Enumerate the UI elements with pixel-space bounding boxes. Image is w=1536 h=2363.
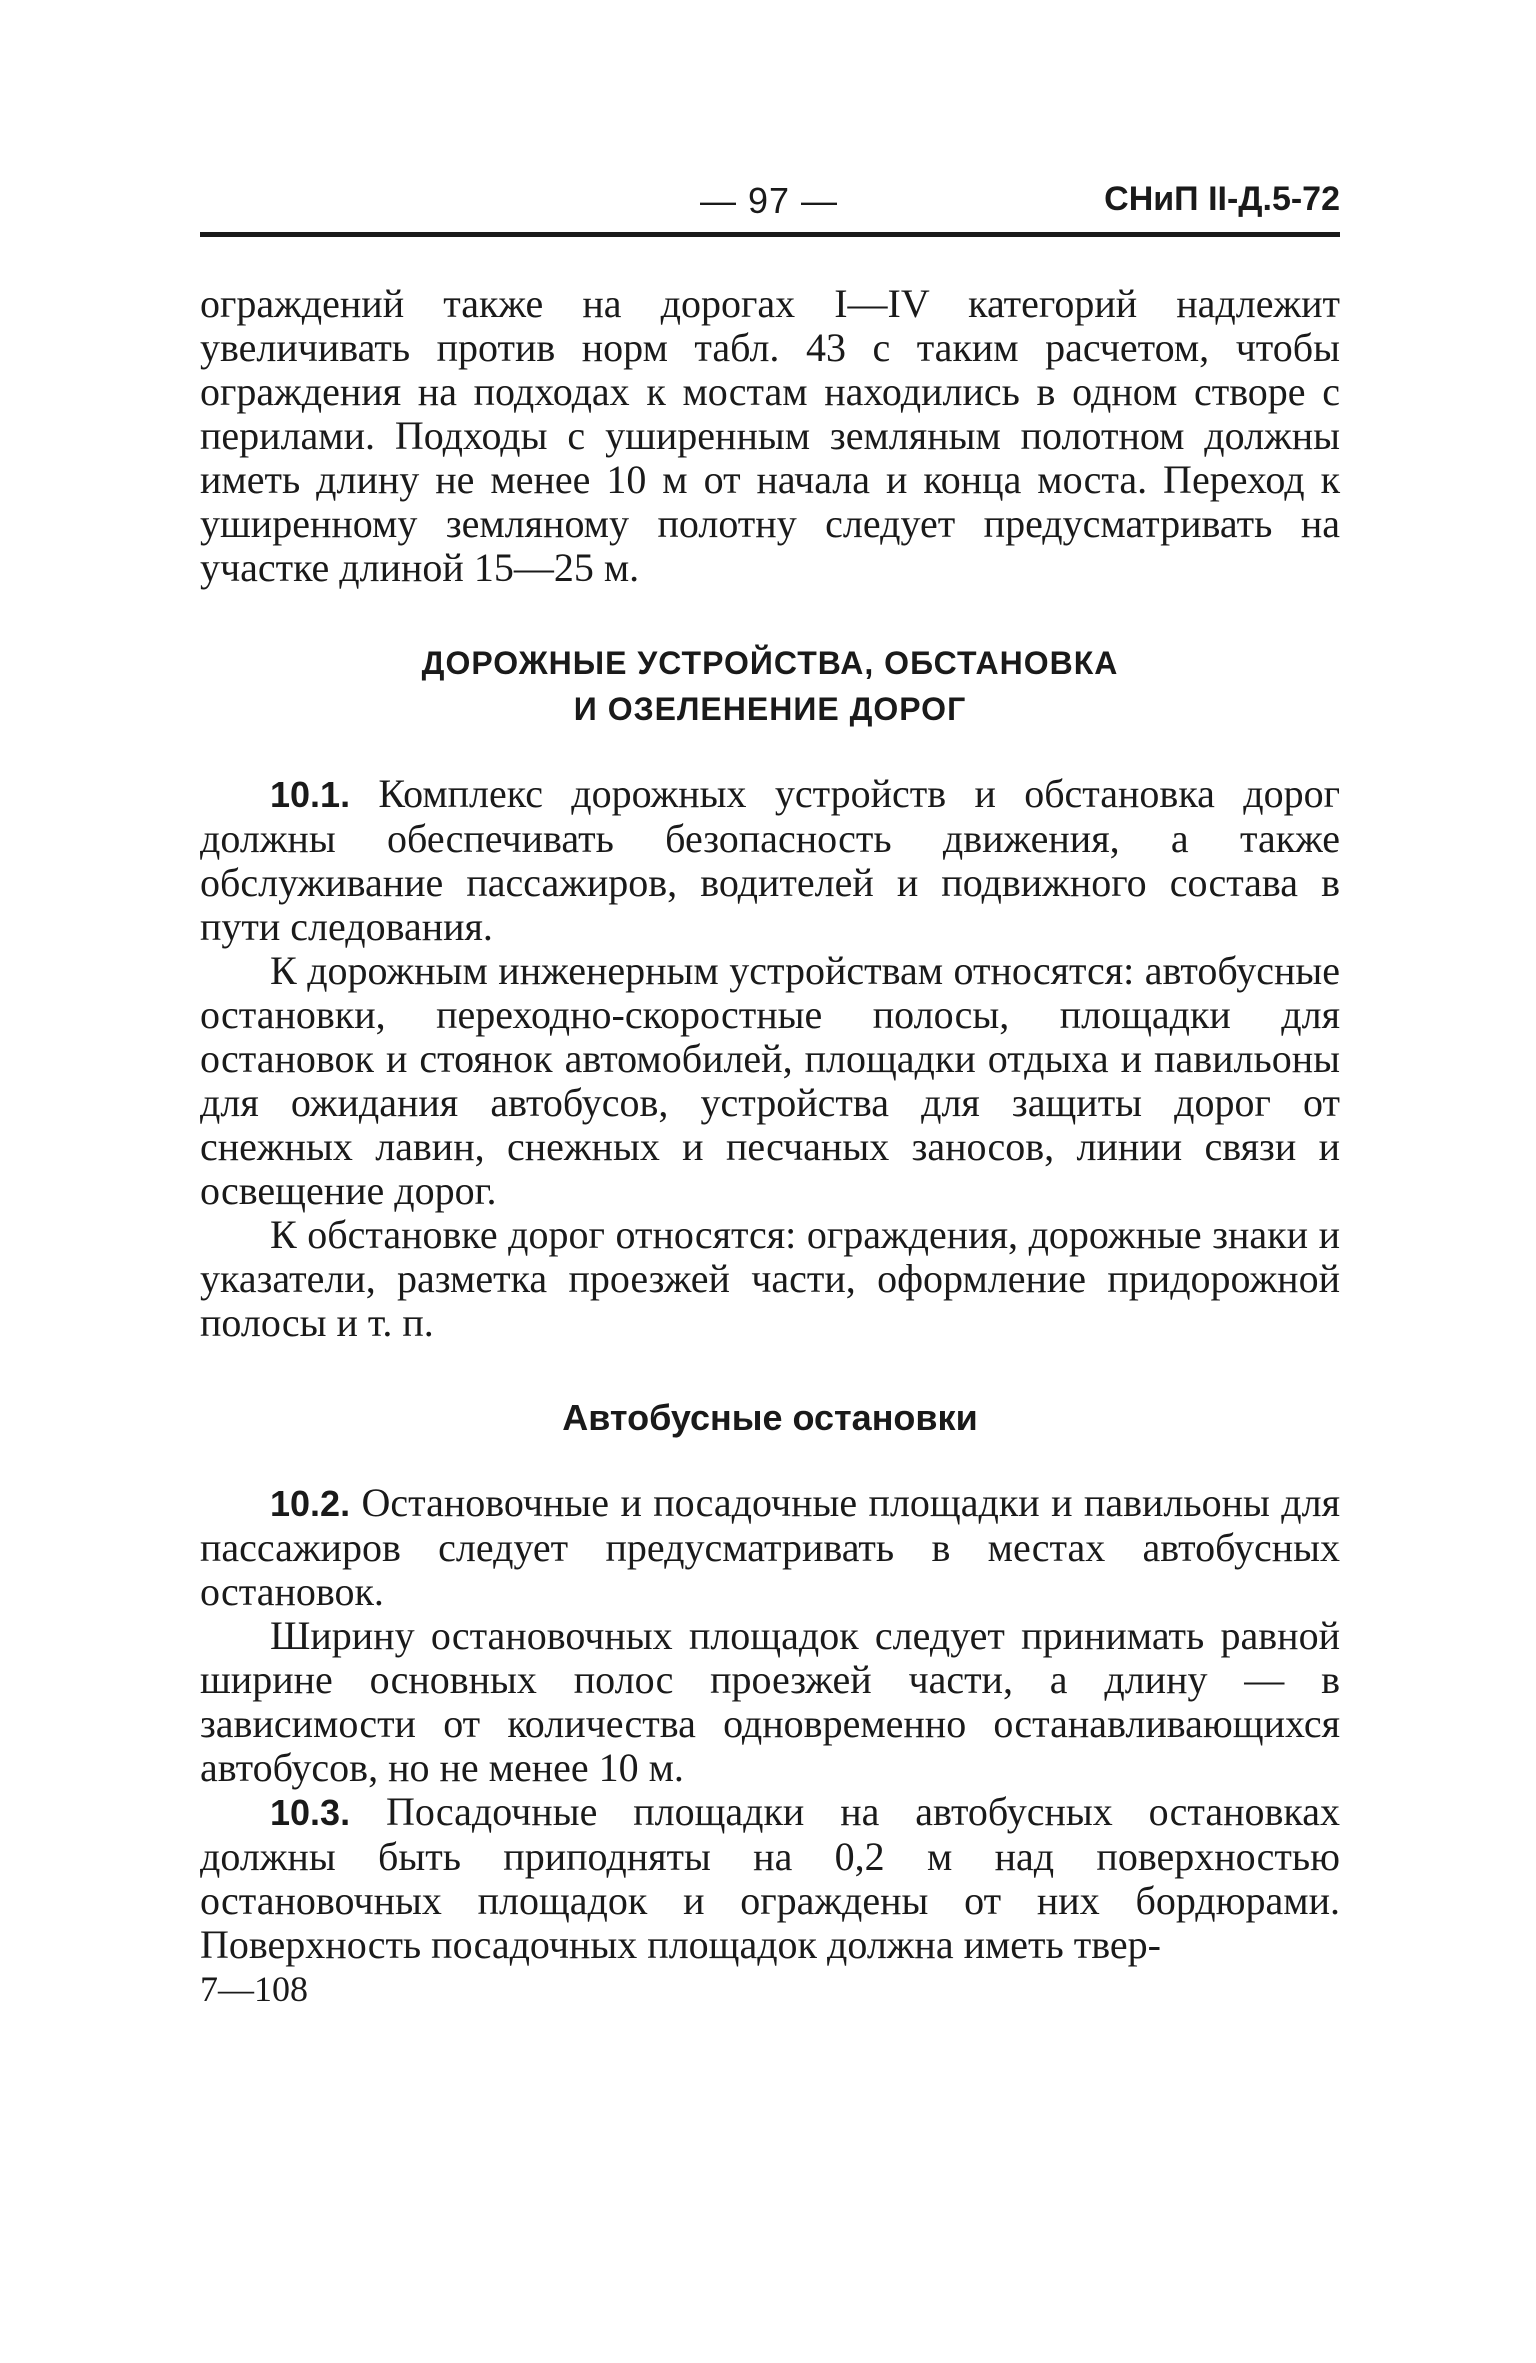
section-heading-line-1: ДОРОЖНЫЕ УСТРОЙСТВА, ОБСТАНОВКА xyxy=(421,645,1119,681)
header-rule xyxy=(200,232,1340,237)
paragraph-10-2 xyxy=(200,1481,1340,1614)
page-header xyxy=(200,180,1340,220)
document-page xyxy=(200,0,1340,2363)
document-code: СНиП II-Д.5-72 xyxy=(1104,180,1340,218)
section-heading xyxy=(200,640,1340,732)
paragraph-road-furnishings: К обстановке дорог относятся: ограждения, дорожные знаки и указатели, разметка проезжей части, оформление придорожной полосы и т. п. xyxy=(200,1212,1340,1345)
clause-number: 10.2. xyxy=(270,1483,351,1524)
clause-text: Посадочные площадки на автобусных остановках должны быть приподняты на 0,2 м над поверхностью остановочных площадок и ограждены от них бордюрами. Поверхность посадочных площадок должна иметь твер- xyxy=(200,1789,1341,1967)
signature-mark: 7—108 xyxy=(200,1969,308,2009)
intro-paragraph: ограждений также на дорогах I—IV категорий надлежит увеличивать против норм табл. 43 с таким расчетом, чтобы ограждения на подходах к мостам находились в одном створе с перилами. Подходы с уширенным земляным полотном должны иметь длину не менее 10 м от начала и конца моста. Переход к уширенному земляному полотну следует предусматривать на участке длиной 15—25 м. xyxy=(200,281,1340,590)
subsection-heading: Автобусные остановки xyxy=(562,1397,978,1438)
paragraph-10-3 xyxy=(200,1790,1340,1967)
paragraph-10-1 xyxy=(200,772,1340,949)
clause-number: 10.3. xyxy=(270,1792,351,1833)
clause-number: 10.1. xyxy=(270,774,351,815)
clause-text: Комплекс дорожных устройств и обстановка дорог должны обеспечивать безопасность движения, а также обслуживание пассажиров, водителей и подвижного состава в пути следования. xyxy=(200,771,1340,949)
page-number: — 97 — xyxy=(700,180,839,221)
section-heading-line-2: И ОЗЕЛЕНЕНИЕ ДОРОГ xyxy=(573,691,967,727)
paragraph-platform-width: Ширину остановочных площадок следует принимать равной ширине основных полос проезжей части, а длину — в зависимости от количества одновременно останавливающихся автобусов, но не менее 10 м. xyxy=(200,1613,1340,1790)
clause-text: Остановочные и посадочные площадки и павильоны для пассажиров следует предусматривать в местах автобусных остановок. xyxy=(200,1480,1341,1614)
body-text xyxy=(200,282,1340,2011)
paragraph-engineering-devices: К дорожным инженерным устройствам относятся: автобусные остановки, переходно-скоростные полосы, площадки для остановок и стоянок автомобилей, площадки отдыха и павильоны для ожидания автобусов, устройства для защиты дорог от снежных лавин, снежных и песчаных заносов, линии связи и освещение дорог. xyxy=(200,948,1340,1213)
